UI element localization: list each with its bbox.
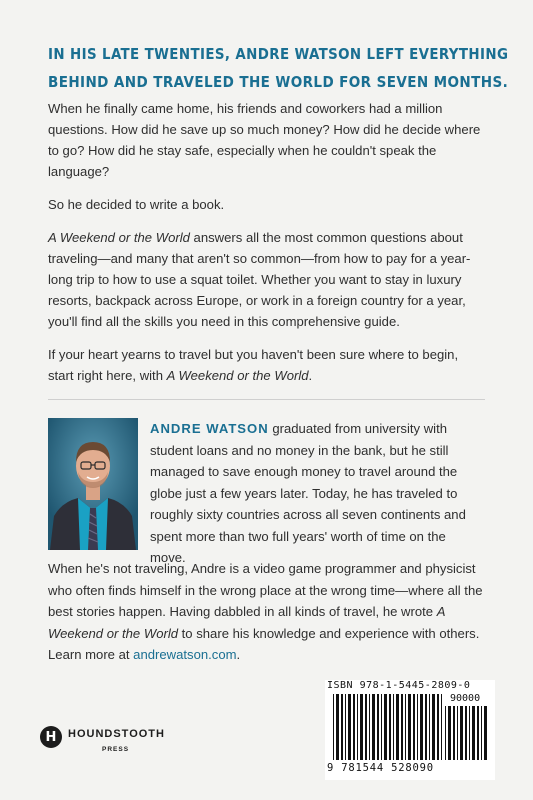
author-bio-text-3: to share his knowledge and experience with others. Learn more at: [48, 625, 480, 662]
barcode-bar: [396, 694, 399, 760]
barcode-bar: [401, 694, 403, 760]
price-code: 90000: [450, 693, 481, 704]
description-paragraph-3-text: answers all the most common questions about traveling—and many that aren't so common—from how to pay for a year-long trip to how to use a squat toilet. Whether you want to stay in luxury resorts, backpack across Europe, or work in a foreign country for a year, you'll find all the skills you need in this comprehensive guide.: [48, 230, 471, 329]
barcode-bar: [365, 694, 367, 760]
author-bio-text: graduated from university with student loans and no money in the bank, but he still managed to save enough money to travel around the globe just a few years later. Today, he has traveled to roughly sixty countries across all seven continents and spent more than two full years' worth of time on the move.: [150, 421, 466, 565]
author-website-link[interactable]: andrewatson.com: [133, 647, 237, 662]
publisher-name: HOUNDSTOOTH: [68, 728, 165, 740]
barcode-bar: [465, 706, 467, 760]
barcode-bar: [441, 694, 442, 760]
barcode-bar: [336, 694, 339, 760]
book-title: A Weekend or the World: [166, 368, 309, 383]
barcode-bar: [437, 694, 439, 760]
barcode-bar: [381, 694, 382, 760]
author-photo: [48, 418, 138, 550]
barcode-bar: [448, 706, 451, 760]
headline: [48, 40, 508, 96]
description-paragraph-4-text: If your heart yearns to travel but you haven't been sure where to begin, start right here, with: [48, 347, 459, 383]
barcode-bar: [333, 694, 334, 760]
author-bio: [150, 418, 485, 569]
description-paragraph-4: [48, 344, 485, 386]
ean-number: 9 781544 528090: [327, 762, 434, 774]
isbn-barcode: [325, 680, 495, 780]
barcode-bar: [393, 694, 394, 760]
barcode-bar: [357, 694, 358, 760]
barcode-bar: [457, 706, 458, 760]
barcode-bar: [353, 694, 355, 760]
barcode-bar: [360, 694, 363, 760]
author-bio-end: .: [236, 647, 241, 662]
barcode-bar: [341, 694, 343, 760]
barcode-bar: [345, 694, 346, 760]
barcode-bar: [405, 694, 406, 760]
description: [48, 98, 485, 398]
ean-barcode-bars: [333, 694, 443, 760]
description-paragraph-3: [48, 227, 485, 332]
barcode-bar: [408, 694, 411, 760]
isbn-number: ISBN 978-1-5445-2809-0: [327, 680, 471, 691]
barcode-bar: [425, 694, 427, 760]
author-portrait-image: [48, 418, 138, 550]
barcode-bar: [417, 694, 418, 760]
barcode-bar: [469, 706, 470, 760]
publisher-sub: PRESS: [102, 746, 130, 753]
barcode-bar: [377, 694, 379, 760]
section-divider: [48, 399, 485, 400]
publisher-logo: [40, 724, 200, 764]
book-title: A Weekend or the World: [48, 604, 445, 641]
barcode-bar: [372, 694, 375, 760]
description-paragraph-4-end: .: [308, 368, 313, 383]
barcode-bar: [420, 694, 423, 760]
barcode-bar: [389, 694, 391, 760]
barcode-bar: [484, 706, 487, 760]
barcode-bar: [429, 694, 430, 760]
headline-line-2: BEHIND AND TRAVELED THE WORLD FOR SEVEN MONTHS.: [48, 73, 509, 91]
book-title: A Weekend or the World: [48, 230, 190, 245]
description-paragraph-1: When he finally came home, his friends and coworkers had a million questions. How did he save up so much money? How did he decide where to go? How did he stay safe, especially when he couldn't speak the language?: [48, 101, 481, 179]
barcode-bar: [384, 694, 387, 760]
barcode-bar: [477, 706, 479, 760]
description-paragraph-2: So he decided to write a book.: [48, 197, 225, 212]
addon-barcode-bars: [445, 706, 489, 760]
author-bio-continued: [48, 558, 485, 666]
author-name: ANDRE WATSON: [150, 421, 269, 436]
barcode-bar: [472, 706, 475, 760]
barcode-bar: [369, 694, 370, 760]
headline-line-1: IN HIS LATE TWENTIES, ANDRE WATSON LEFT EVERYTHING: [48, 45, 509, 63]
barcode-bar: [348, 694, 351, 760]
barcode-bar: [453, 706, 455, 760]
barcode-bar: [413, 694, 415, 760]
barcode-bar: [460, 706, 463, 760]
barcode-bar: [481, 706, 482, 760]
barcode-bar: [432, 694, 435, 760]
author-bio-text-2: When he's not traveling, Andre is a video game programmer and physicist who often finds himself in the wrong place at the wrong time—where all the best stories happen. Having dabbled in all kinds of travel, he wrote: [48, 561, 483, 619]
houndstooth-mark-icon: H: [40, 726, 62, 748]
barcode-bar: [445, 706, 446, 760]
